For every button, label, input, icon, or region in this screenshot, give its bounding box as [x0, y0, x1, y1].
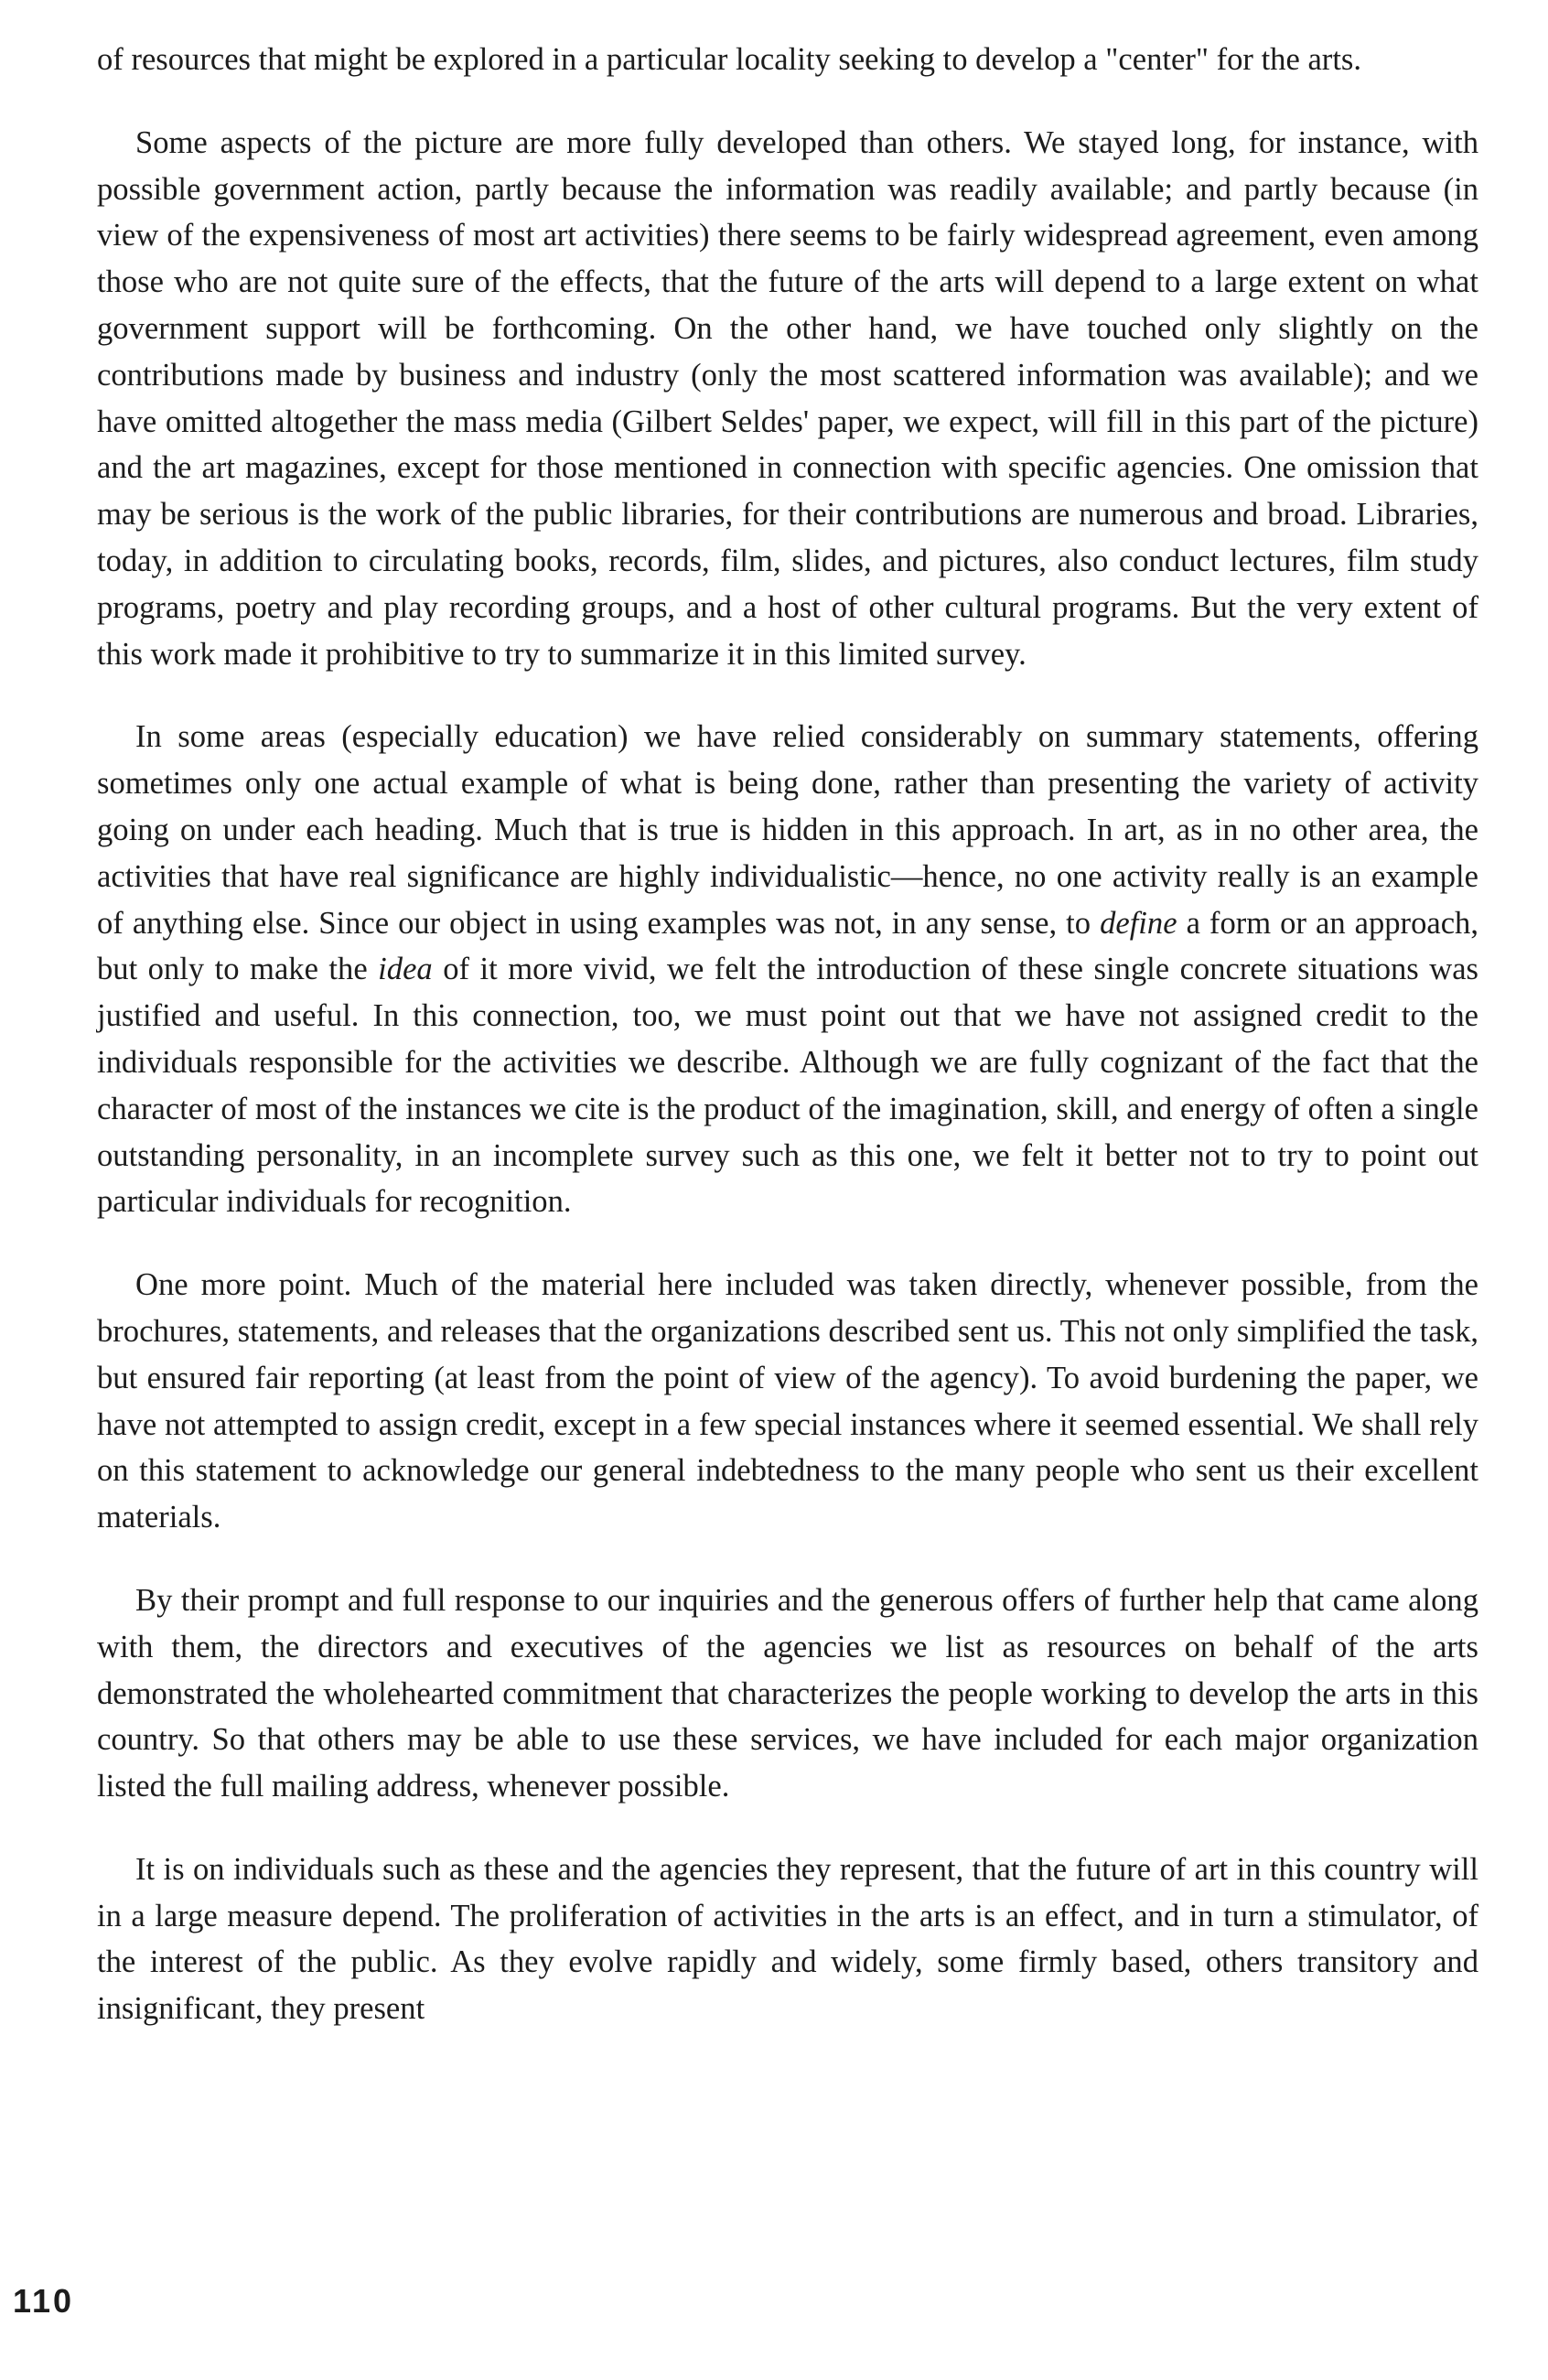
paragraph-4: One more point. Much of the material here included was taken directly, whenever possible, from the brochures, statements, and releases that the organizations described sent us. This not only simplified the task, but ensured fair reporting (at least from the point of view of the agency). To avoid burdening the paper, we have not attempted to assign credit, except in a few special instances where it seemed essential. We shall rely on this statement to acknowledge our general indebtedness to the many people who sent us their excellent materials.	[97, 1267, 1478, 1535]
paragraph-3-part-3: of it more vivid, we felt the introduction of these single concrete situations was justified and useful. In this connection, too, we must point out that we have not assigned credit to the individuals responsible for the activities we describe. Although we are fully cognizant of the fact that the character of most of the instances we cite is the product of the imagination, skill, and energy of often a single outstanding personality, in an incomplete survey such as this one, we felt it better not to try to point out particular individuals for recognition.	[97, 952, 1479, 1220]
page-body	[97, 37, 1478, 2069]
paragraph-6: It is on individuals such as these and the agencies they represent, that the future of art in this country will in a large measure depend. The proliferation of activities in the arts is an effect, and in turn a stimulator, of the interest of the public. As they evolve rapidly and widely, some firmly based, others transitory and insignificant, they present	[97, 1851, 1478, 2027]
paragraph-1: of resources that might be explored in a particular locality seeking to develop a "center" for the arts.	[97, 42, 1362, 77]
page-number: 110	[13, 2282, 75, 2320]
paragraph-3	[97, 714, 1478, 1225]
paragraph-3-part-1: In some areas (especially education) we have relied considerably on summary statements, offering sometimes only one actual example of what is being done, rather than presenting the variety of activity going on under each heading. Much that is true is hidden in this approach. In art, as in no other area, the activities that have real significance are highly individualistic—hence, no one activity really is an example of anything else. Since our object in using examples was not, in any sense, to	[97, 719, 1478, 941]
emphasis-idea: idea	[378, 952, 433, 987]
paragraph-2: Some aspects of the picture are more fully developed than others. We stayed long, for instance, with possible government action, partly because the information was readily available; and partly because (in view of the expensiveness of most art activities) there seems to be fairly widespread agreement, even among those who are not quite sure of the effects, that the future of the arts will depend to a large extent on what government support will be forthcoming. On the other hand, we have touched only slightly on the contributions made by business and industry (only the most scattered information was available); and we have omitted altogether the mass media (Gilbert Seldes' paper, we expect, will fill in this part of the picture) and the art magazines, except for those mentioned in connection with specific agencies. One omission that may be serious is the work of the public libraries, for their contributions are numerous and broad. Libraries, today, in addition to circulating books, records, film, slides, and pictures, also conduct lectures, film study programs, poetry and play recording groups, and a host of other cultural programs. But the very extent of this work made it prohibitive to try to summarize it in this limited survey.	[97, 124, 1478, 672]
paragraph-3-part-2: a form or an approach, but only to make the	[97, 905, 1478, 987]
paragraph-5: By their prompt and full response to our inquiries and the generous offers of further help that came along with them, the directors and executives of the agencies we list as resources on behalf of the arts demonstrated the wholehearted commitment that characterizes the people working to develop the arts in this country. So that others may be able to use these services, we have included for each major organization listed the full mailing address, whenever possible.	[97, 1582, 1478, 1804]
emphasis-define: define	[1100, 905, 1177, 941]
